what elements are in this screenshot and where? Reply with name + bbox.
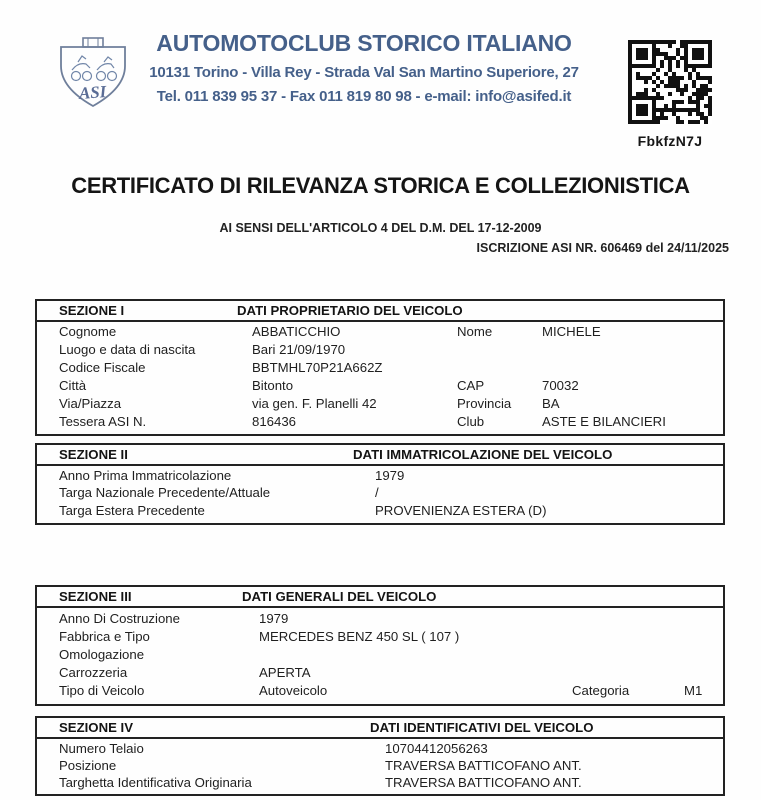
field-value: 1979 [259,610,289,626]
field-value: / [375,485,379,501]
field-value: ASTE E BILANCIERI [542,413,666,429]
field-label: Omologazione [59,646,145,662]
table-row [37,683,723,700]
field-label: Fabbrica e Tipo [59,628,150,644]
table-row [37,611,723,628]
section-table [35,716,725,796]
field-value: MICHELE [542,324,601,340]
section-body [37,322,723,434]
field-label: Codice Fiscale [59,360,146,376]
field-value: Bitonto [252,377,294,393]
field-label: Cognome [59,324,117,340]
field-label: Numero Telaio [59,741,144,756]
asi-monogram: ASI [78,82,107,103]
section-header [37,718,723,739]
section-id: SEZIONE I [59,303,125,318]
section-id: SEZIONE III [59,589,132,604]
section-title: DATI IDENTIFICATIVI DEL VEICOLO [370,720,594,735]
field-value: PROVENIENZA ESTERA (D) [375,502,547,518]
field-value: ABBATICCHIO [252,324,341,340]
field-label: Luogo e data di nascita [59,342,196,358]
org-address: 10131 Torino - Villa Rey - Strada Val San Martino Superiore, 27 [149,64,579,81]
document-subtitle: AI SENSI DELL'ARTICOLO 4 DEL D.M. DEL 17-12-2009 [219,221,542,235]
table-row [37,324,723,341]
field-label: Club [457,413,485,429]
field-value: TRAVERSA BATTICOFANO ANT. [385,775,582,790]
field-value: BBTMHL70P21A662Z [252,360,383,376]
field-label: Targa Nazionale Precedente/Attuale [59,485,271,501]
field-value: 816436 [252,413,297,429]
table-row [37,647,723,664]
field-value: BA [542,395,560,411]
table-row [37,775,723,792]
field-label: Città [59,377,87,393]
qr-caption: FbkfzN7J [637,133,703,149]
field-label: CAP [457,377,485,393]
table-row [37,629,723,646]
section-title: DATI IMMATRICOLAZIONE DEL VEICOLO [353,447,613,462]
field-label: Anno Di Costruzione [59,610,180,626]
table-row [37,378,723,395]
field-label: Tessera ASI N. [59,413,147,429]
field-label: Provincia [457,395,512,411]
section-body [37,739,723,795]
section-table [35,443,725,525]
field-label: Categoria [572,683,630,699]
qr-block [628,40,712,149]
field-value: TRAVERSA BATTICOFANO ANT. [385,758,582,773]
field-label: Posizione [59,758,117,773]
section-body [37,466,723,523]
table-row [37,503,723,520]
field-label: Targa Estera Precedente [59,502,205,518]
table-row [37,342,723,359]
field-value: via gen. F. Planelli 42 [252,395,377,411]
table-row [37,758,723,775]
section-table [35,299,725,436]
org-header [133,30,595,105]
table-row [37,414,723,431]
field-value: MERCEDES BENZ 450 SL ( 107 ) [259,628,460,644]
field-value: 70032 [542,377,579,393]
table-row [37,360,723,377]
field-value: Bari 21/09/1970 [252,342,346,358]
field-value: 1979 [375,468,405,484]
field-value: M1 [684,683,703,699]
org-name: AUTOMOTOCLUB STORICO ITALIANO [156,30,572,56]
table-row [37,468,723,485]
table-row [37,665,723,682]
table-row [37,396,723,413]
asi-club-logo-icon [52,36,134,112]
field-label: Via/Piazza [59,395,122,411]
field-value: 10704412056263 [385,741,488,756]
table-row [37,741,723,758]
field-label: Targhetta Identificativa Originaria [59,775,252,790]
section-title: DATI GENERALI DEL VEICOLO [242,589,437,604]
section-id: SEZIONE II [59,447,128,462]
field-value: Autoveicolo [259,683,328,699]
section-header [37,587,723,608]
section-header [37,445,723,466]
field-value: APERTA [259,665,311,681]
document-title: CERTIFICATO DI RILEVANZA STORICA E COLLEZIONISTICA [71,173,690,198]
field-label: Anno Prima Immatricolazione [59,468,232,484]
qr-code-icon [628,40,712,124]
field-label: Nome [457,324,493,340]
field-label: Carrozzeria [59,665,128,681]
section-id: SEZIONE IV [59,720,134,735]
section-body [37,608,723,704]
table-row [37,485,723,502]
section-header [37,301,723,322]
section-title: DATI PROPRIETARIO DEL VEICOLO [237,303,463,318]
org-contacts: Tel. 011 839 95 37 - Fax 011 819 80 98 - e-mail: info@asifed.it [156,88,572,105]
registration-line: ISCRIZIONE ASI NR. 606469 del 24/11/2025 [476,241,729,255]
field-label: Tipo di Veicolo [59,683,145,699]
section-table [35,585,725,706]
